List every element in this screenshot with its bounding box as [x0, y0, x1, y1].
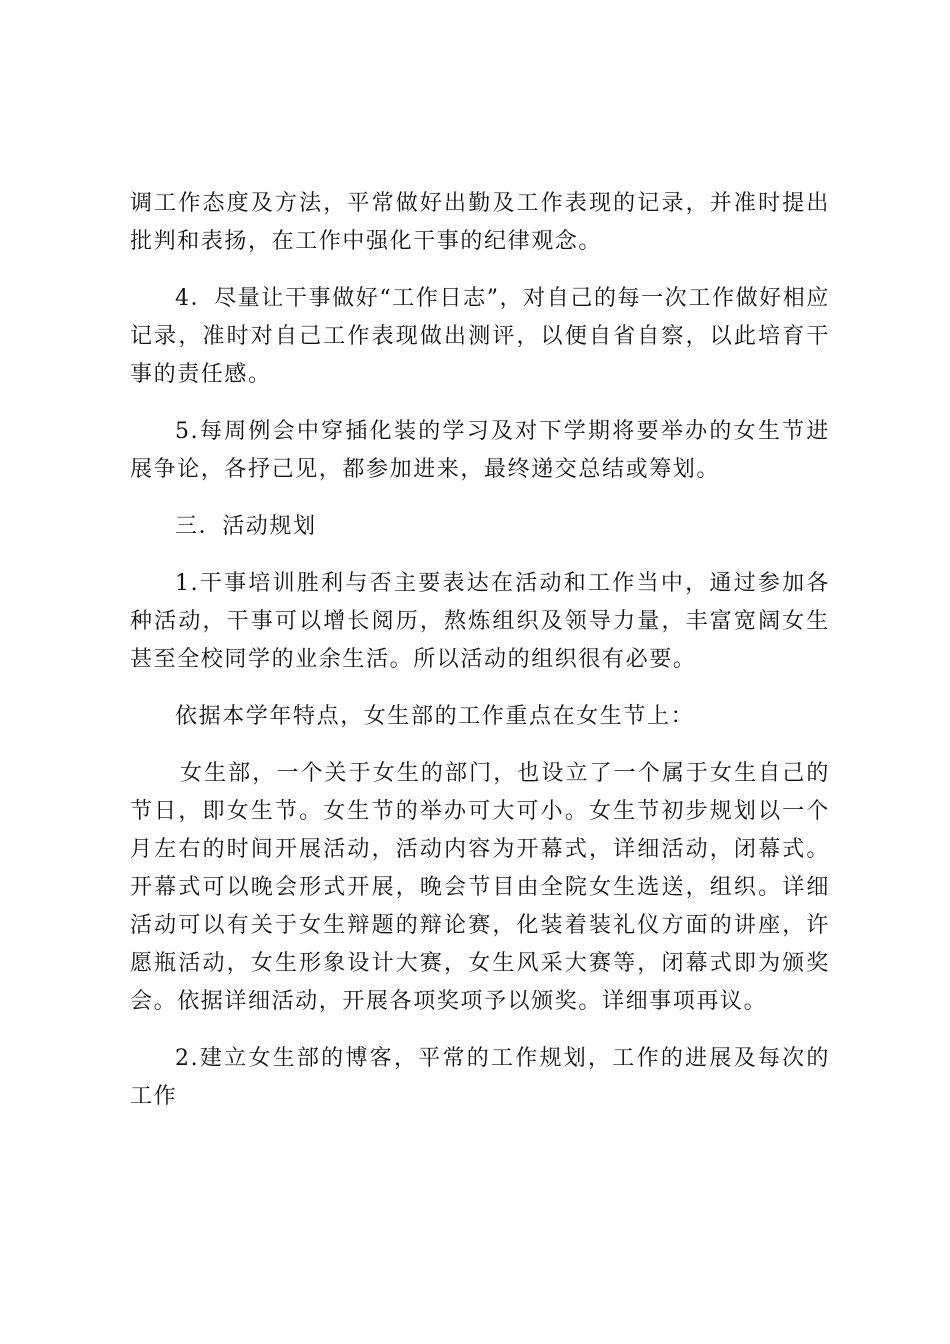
paragraph-womens-festival: 女生部，一个关于女生的部门，也设立了一个属于女生自己的节日，即女生节。女生节的举办可大可小。女生节初步规划以一个月左右的时间开展活动，活动内容为开幕式，详细活动，闭幕式。开幕式可以晚会形式开展，晚会节目由全院女生选送，组织。详细活动可以有关于女生辩题的辩论赛，化装着装礼仪方面的讲座，许愿瓶活动，女生形象设计大赛，女生风采大赛等，闭幕式即为颁奖会。依据详细活动，开展各项奖项予以颁奖。详细事项再议。	[130, 761, 830, 1014]
paragraph-continuation: 调工作态度及方法，平常做好出勤及工作表现的记录，并准时提出批判和表扬，在工作中强化干事的纪律观念。	[130, 191, 830, 254]
paragraph-item-5: 5.每周例会中穿插化装的学习及对下学期将要举办的女生节进展争论，各抒己见，都参加进来，最终递交总结或筹划。	[130, 419, 830, 482]
document-page	[130, 185, 830, 1135]
section-heading-activity-plan: 三．活动规划	[175, 514, 317, 539]
paragraph-item-2: 2.建立女生部的博客，平常的工作规划，工作的进展及每次的工作	[130, 1046, 830, 1109]
paragraph-item-4: 4．尽量让干事做好“工作日志”，对自己的每一次工作做好相应记录，准时对自己工作表现做出测评，以便自省自察，以此培育干事的责任感。	[130, 286, 830, 387]
paragraph-item-1: 1.干事培训胜利与否主要表达在活动和工作当中，通过参加各种活动，干事可以增长阅历，熬炼组织及领导力量，丰富宽阔女生甚至全校同学的业余生活。所以活动的组织很有必要。	[130, 571, 830, 672]
paragraph-focus-intro: 依据本学年特点，女生部的工作重点在女生节上：	[175, 704, 695, 729]
